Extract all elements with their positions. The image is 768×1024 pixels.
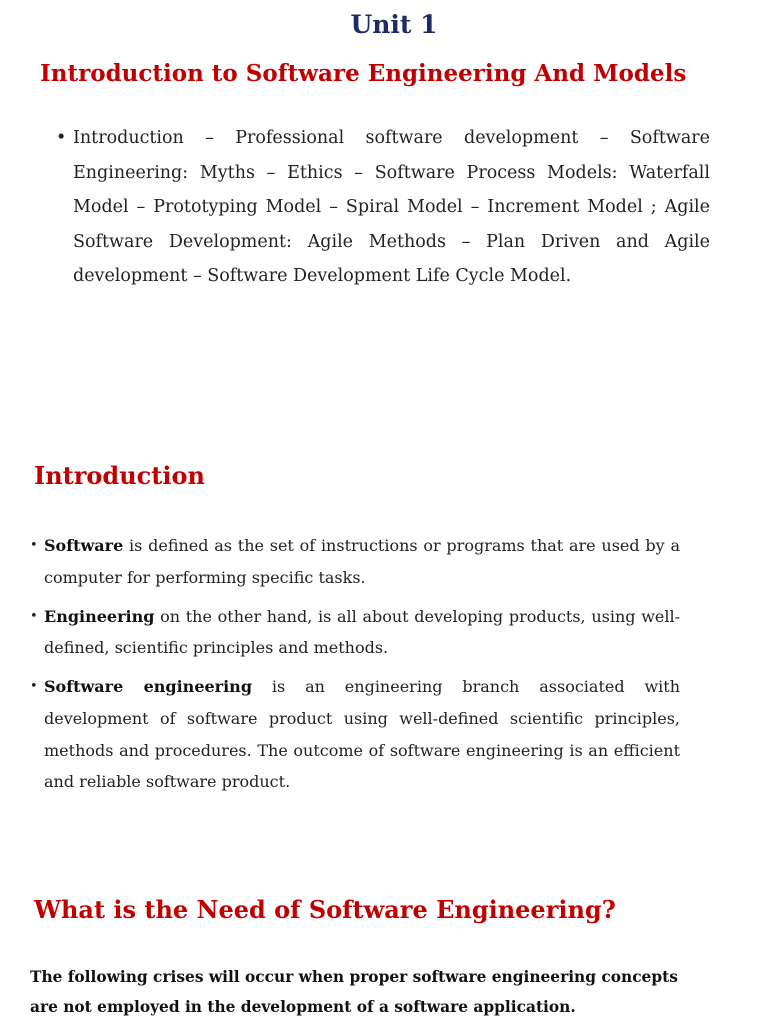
definition-text: is an engineering branch associated with development of software product using well-defined scientific principles, methods and procedures. The outcome of software engineering is an efficient and reliable software product. — [44, 677, 681, 792]
crises-paragraph: The following crises will occur when proper software engineering concepts are not employed in the development of a software application. — [30, 968, 678, 1016]
list-item — [30, 601, 680, 664]
bullet-icon: • — [56, 128, 67, 148]
syllabus-list — [56, 121, 710, 294]
page-title: Introduction to Software Engineering And Models — [40, 60, 687, 87]
syllabus-item — [56, 121, 710, 294]
unit-title: Unit 1 — [350, 10, 438, 39]
introduction-list — [30, 530, 680, 805]
bullet-icon: • — [30, 679, 38, 695]
introduction-heading: Introduction — [34, 461, 205, 490]
definition-text: on the other hand, is all about developing products, using well-defined, scientific principles and methods. — [44, 606, 680, 658]
bullet-icon: • — [30, 608, 38, 624]
list-item — [30, 530, 680, 593]
definition-text: is defined as the set of instructions or programs that are used by a computer for performing specific tasks. — [44, 536, 680, 587]
list-item — [30, 671, 680, 797]
term-software: Software — [44, 536, 124, 555]
term-engineering: Engineering — [44, 606, 155, 626]
bullet-icon: • — [30, 538, 38, 553]
need-heading: What is the Need of Software Engineering? — [34, 895, 616, 924]
term-software-engineering: Software engineering — [44, 677, 253, 697]
syllabus-text: Introduction – Professional software development – Software Engineering: Myths – Ethics – Software Process Models: Waterfall Model – Prototyping Model – Spiral Model – Increment Model ; Agile Software Development: Agile Methods – Plan Driven and Agile development – Software Development Life Cycle Model. — [73, 128, 710, 287]
